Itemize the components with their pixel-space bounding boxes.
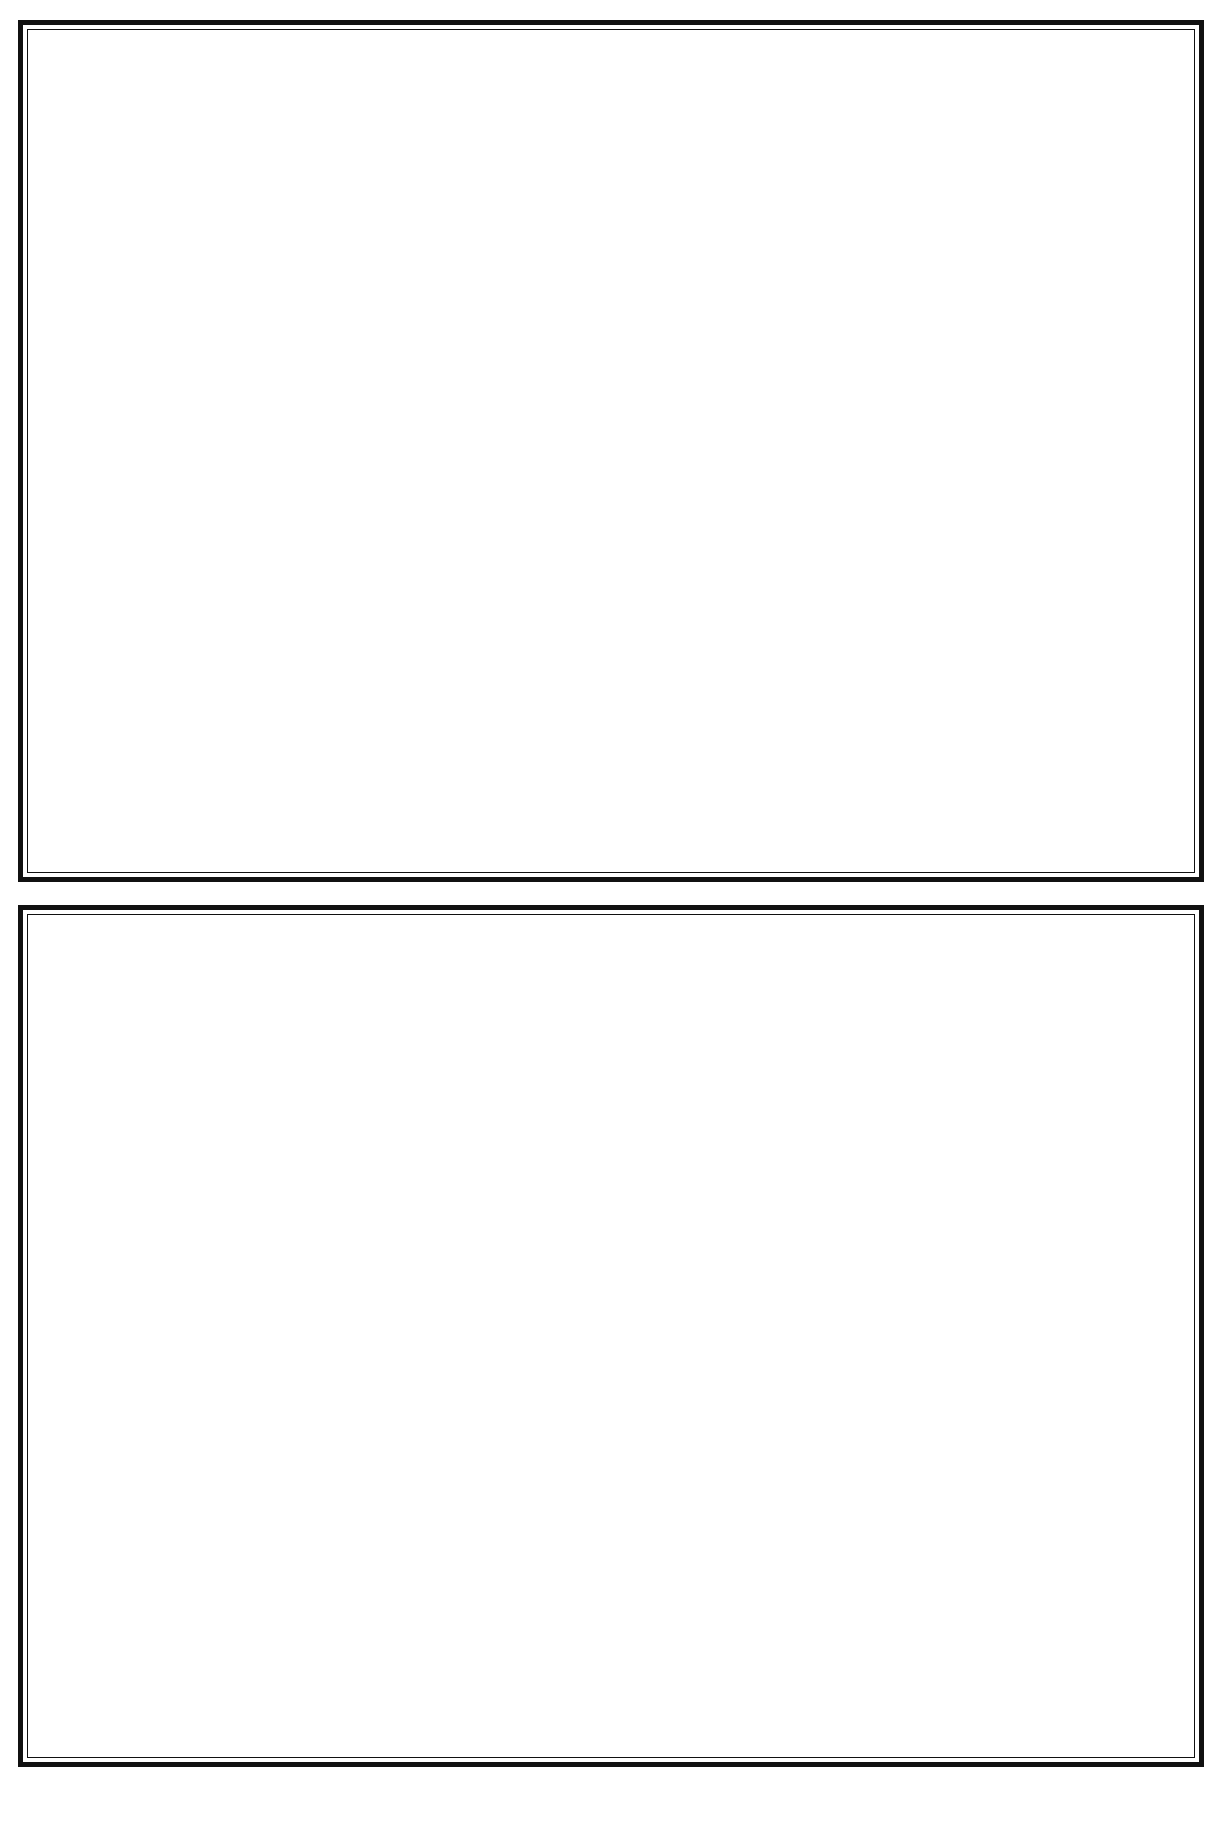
bottom-page — [18, 905, 1204, 1767]
top-page — [18, 20, 1204, 882]
top-page-columns — [33, 35, 1189, 867]
bottom-page-columns — [33, 920, 1189, 1752]
